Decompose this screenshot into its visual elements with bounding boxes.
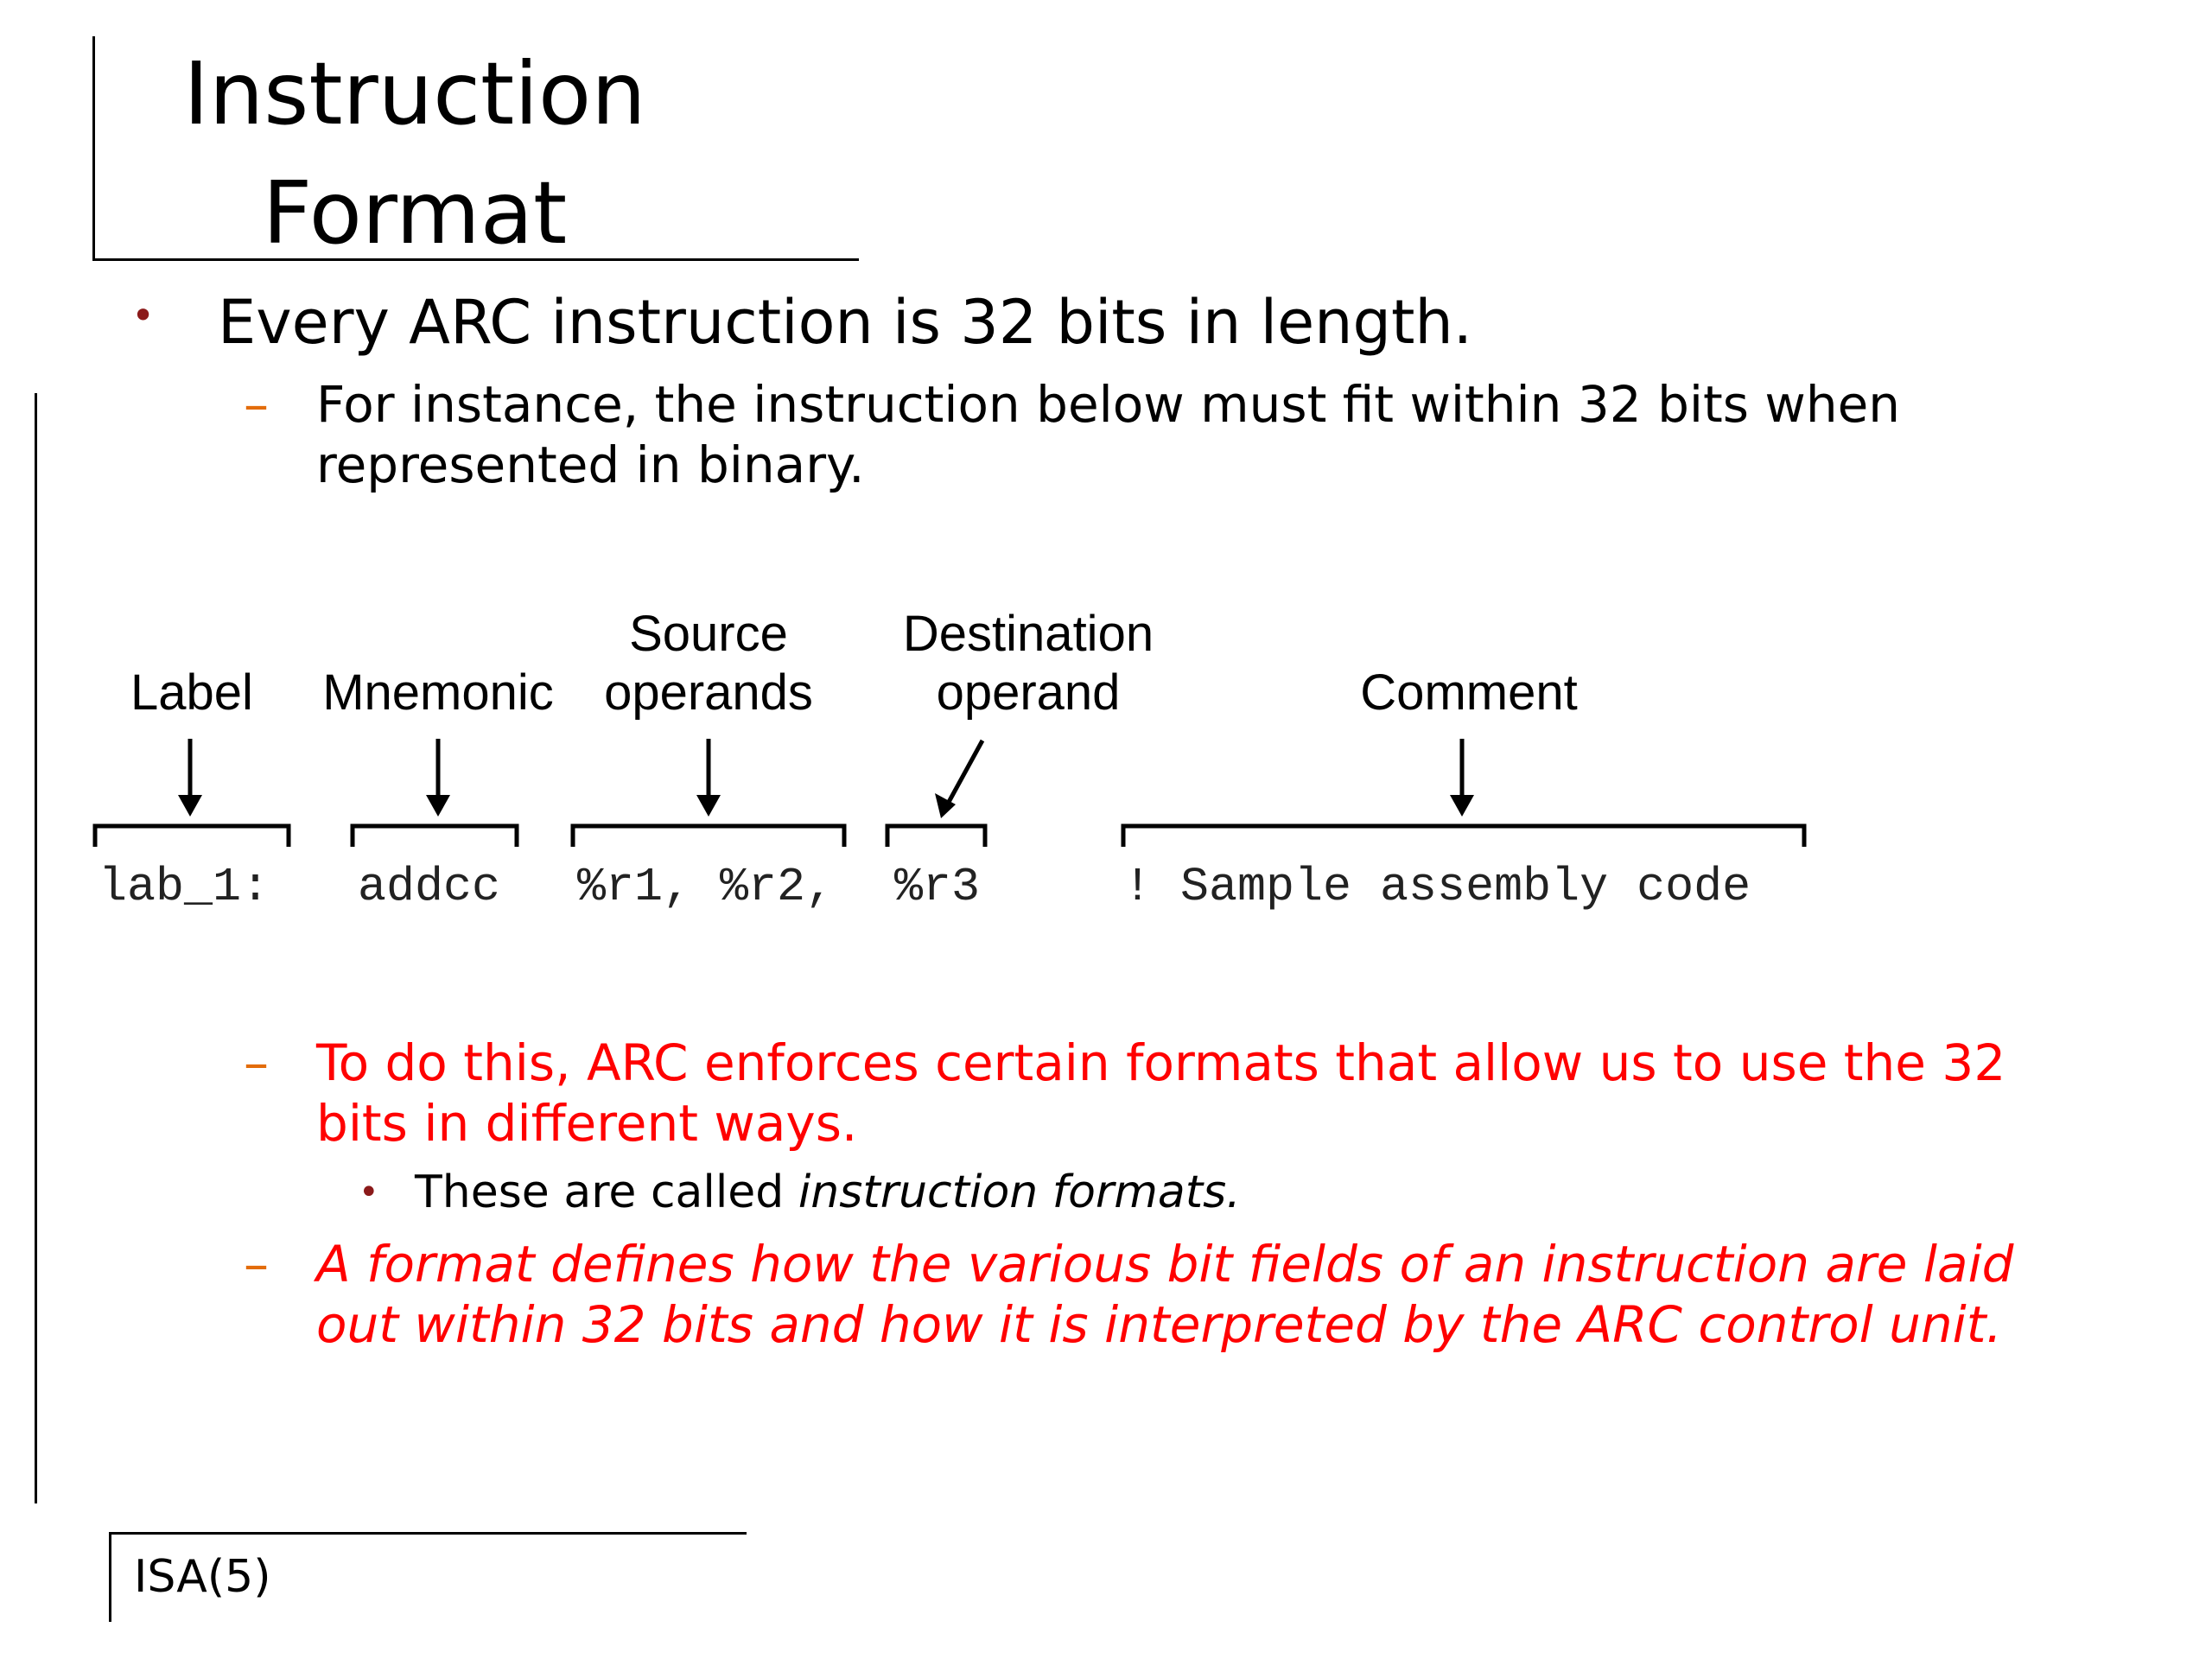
diagram-label-destination — [881, 605, 1175, 722]
arrow-destination — [948, 741, 982, 804]
diagram-label-comment: Comment — [1360, 664, 1578, 721]
title-line-2: Format — [262, 162, 568, 264]
footer-border-left — [109, 1532, 111, 1622]
diagram-label-source — [588, 605, 830, 722]
dash-icon: – — [244, 1033, 269, 1092]
bracket-mnemonic — [353, 826, 517, 847]
bracket-comment — [1123, 826, 1804, 847]
sub-sub-bullet-text: These are called — [415, 1166, 798, 1218]
sub-bullet-3: A format defines how the various bit fields of an instruction are laid out within 32 bits and how it is interpreted by the ARC control unit. — [316, 1235, 2014, 1354]
slide-footer: ISA(5) — [134, 1551, 271, 1603]
code-source: %r1, %r2, — [577, 860, 835, 914]
sub-bullet-2: To do this, ARC enforces certain formats that allow us to use the 32 bits in different ways. — [316, 1033, 2006, 1153]
source-line-1: Source — [629, 606, 788, 662]
code-mnemonic: addcc — [358, 860, 501, 914]
diagram-label-mnemonic: Mnemonic — [322, 664, 554, 721]
sub-bullet-1: For instance, the instruction below must fit within 32 bits when represented in binary. — [316, 375, 1901, 494]
bullet-dot-icon: • — [359, 1173, 379, 1212]
footer-rule — [109, 1532, 747, 1535]
slide-title — [95, 35, 734, 273]
bracket-source — [573, 826, 844, 847]
bracket-destination — [887, 826, 985, 847]
code-comment: ! Sample assembly code — [1123, 860, 1751, 914]
bracket-label — [95, 826, 289, 847]
left-margin-rule — [35, 393, 37, 1503]
bullet-dot-icon: • — [131, 292, 156, 339]
destination-line-2: operand — [936, 664, 1121, 721]
code-label: lab_1: — [99, 860, 270, 914]
diagram-label-label: Label — [130, 664, 253, 721]
dash-icon: – — [244, 1235, 269, 1294]
bullet-main: Every ARC instruction is 32 bits in length. — [218, 287, 1473, 358]
title-line-1: Instruction — [183, 43, 646, 144]
sub-sub-bullet — [415, 1162, 1241, 1223]
destination-line-1: Destination — [902, 606, 1154, 662]
dash-icon: – — [244, 375, 269, 434]
source-line-2: operands — [604, 664, 813, 721]
code-destination: %r3 — [894, 860, 981, 914]
sub-sub-bullet-emphasis: instruction formats. — [798, 1166, 1241, 1218]
